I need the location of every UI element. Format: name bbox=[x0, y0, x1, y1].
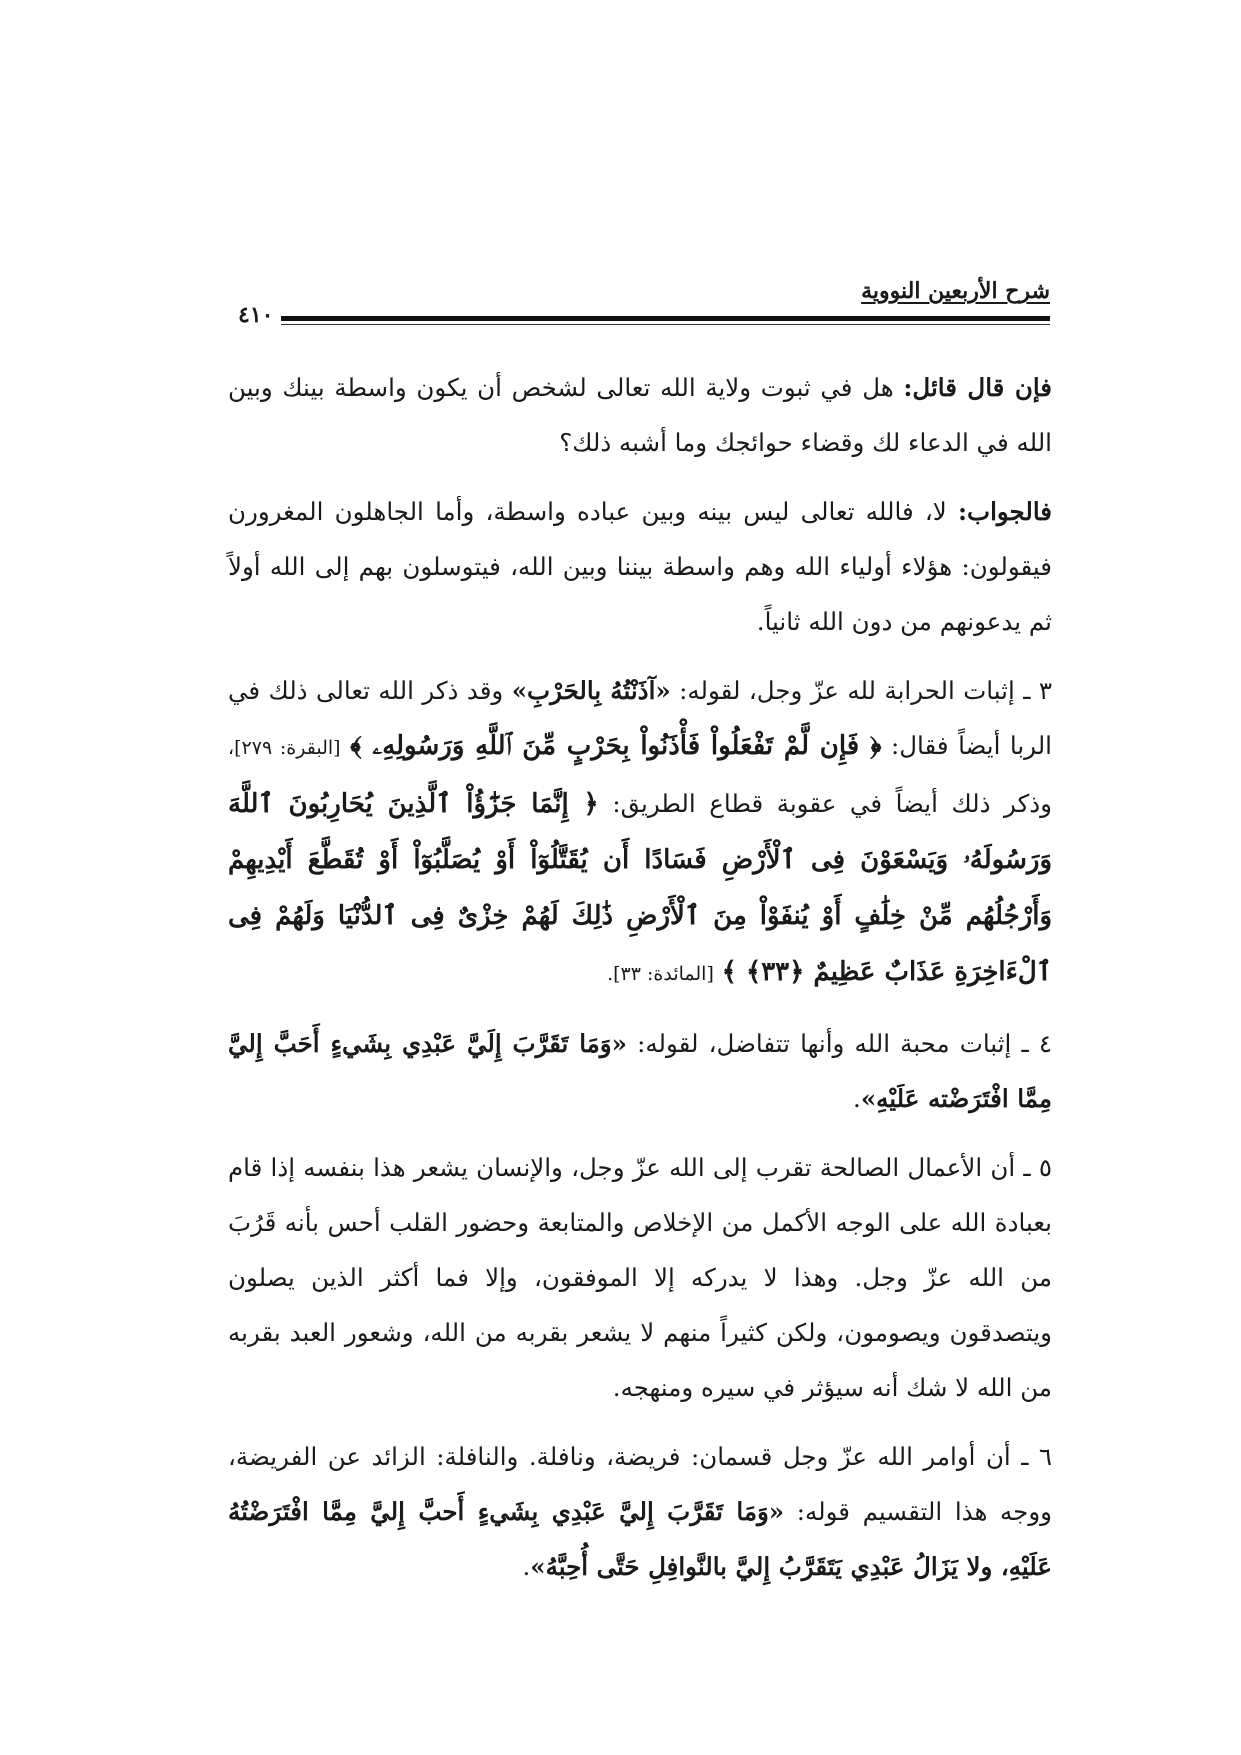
paragraph-point-6 bbox=[228, 1429, 1052, 1594]
point-3-hadith: «آذَنْتُهُ بِالحَرْبِ» bbox=[511, 676, 671, 705]
paragraph-point-4 bbox=[228, 1016, 1052, 1126]
answer-text: لا، فالله تعالى ليس بينه وبين عباده واسطة، وأما الجاهلون المغرورن فيقولون: هؤلاء أولياء الله وهم واسطة بيننا وبين الله، فيتوسلون بهم إلى الله أولاً ثم يدعونهم من دون الله ثانياً. bbox=[228, 497, 1052, 636]
paragraph-question bbox=[228, 360, 1052, 470]
header-rule bbox=[230, 316, 1050, 321]
paragraph-point-3 bbox=[228, 663, 1052, 1002]
paragraph-answer bbox=[228, 484, 1052, 649]
point-3-text-3: وذكر ذلك أيضاً في عقوبة قطاع الطريق: bbox=[612, 789, 1052, 818]
verse-ref-maidah: [المائدة: ٣٣]. bbox=[607, 963, 714, 985]
point-4-text-2: . bbox=[853, 1084, 861, 1113]
point-3-text-2: وقد ذكر الله تعالى ذلك في الربا أيضاً فقال: bbox=[228, 676, 1052, 760]
point-6-text-1: ٦ ـ أن أوامر الله عزّ وجل قسمان: فريضة، ونافلة. والنافلة: الزائد عن الفريضة، ووجه هذا التقسيم قوله: bbox=[228, 1442, 1052, 1526]
header-rule-thin bbox=[230, 324, 1050, 325]
point-3-text-1: ٣ ـ إثبات الحرابة لله عزّ وجل، لقوله: bbox=[679, 676, 1052, 705]
question-text: هل في ثبوت ولاية الله تعالى لشخص أن يكون واسطة بينك وبين الله في الدعاء لك وقضاء حوائجك وما أشبه ذلك؟ bbox=[228, 373, 1052, 457]
point-4-hadith: «وَمَا تَقَرَّبَ إِلَيَّ عَبْدِي بِشَيءٍ أَحَبَّ إِليَّ مِمَّا افْتَرَضْته عَلَيْهِ» bbox=[228, 1029, 1052, 1113]
quran-verse-maidah: ﴿ إِنَّمَا جَزَٰٓؤُاْ ٱلَّذِينَ يُحَارِبُونَ ٱللَّهَ وَرَسُولَهُۥ وَيَسْعَوْنَ فِى ٱلْأَرْضِ فَسَادًا أَن يُقَتَّلُوٓاْ أَوْ يُصَلَّبُوٓاْ أَوْ تُقَطَّعَ أَيْدِيهِمْ وَأَرْجُلُهُم مِّنْ خِلَٰفٍ أَوْ يُنفَوْاْ مِنَ ٱلْأَرْضِ ذَٰلِكَ لَهُمْ خِزْىٌ فِى ٱلدُّنْيَا وَلَهُمْ فِى ٱلْءَاخِرَةِ عَذَابٌ عَظِيمٌ ﴿٣٣﴾ ﴾ bbox=[228, 789, 1053, 987]
quran-verse-baqarah: ﴿ فَإِن لَّمْ تَفْعَلُواْ فَأْذَنُواْ بِحَرْبٍ مِّنَ ٱللَّهِ وَرَسُولِهِۦ ﴾ bbox=[350, 731, 882, 761]
page-number: ٤١٠ bbox=[230, 302, 281, 328]
running-header bbox=[230, 268, 1050, 328]
point-6-hadith: «وَمَا تَقَرَّبَ إِليَّ عَبْدِي بِشَيءٍ أَحبَّ إِليَّ مِمَّا افْتَرَضْتُهُ عَلَيْهِ، ولا يَزَالُ عَبْدِي يَتَقَرَّبُ إِليَّ بالنَّوافِلِ حَتَّى أُحِبَّهُ» bbox=[228, 1497, 1052, 1581]
answer-lead: فالجواب: bbox=[957, 497, 1053, 526]
point-4-text-1: ٤ ـ إثبات محبة الله وأنها تتفاضل، لقوله: bbox=[637, 1029, 1052, 1058]
point-6-text-2: . bbox=[522, 1552, 531, 1581]
page-body bbox=[228, 360, 1052, 1608]
book-title: شرح الأربعين النووية bbox=[861, 278, 1050, 304]
question-lead: فإن قال قائل: bbox=[903, 373, 1052, 402]
point-5-text: ٥ ـ أن الأعمال الصالحة تقرب إلى الله عزّ وجل، والإنسان يشعر هذا بنفسه إذا قام بعبادة الله على الوجه الأكمل من الإخلاص والمتابعة وحضور القلب أحس بأنه قَرُبَ من الله عزّ وجل. وهذا لا يدركه إلا الموفقون، وإلا فما أكثر الذين يصلون ويتصدقون ويصومون، ولكن كثيراً منهم لا يشعر بقربه من الله، وشعور العبد بقربه من الله لا شك أنه سيؤثر في سيره ومنهجه. bbox=[228, 1153, 1052, 1402]
verse-ref-baqarah: [البقرة: ٢٧٩]، bbox=[228, 737, 341, 759]
paragraph-point-5 bbox=[228, 1140, 1052, 1415]
